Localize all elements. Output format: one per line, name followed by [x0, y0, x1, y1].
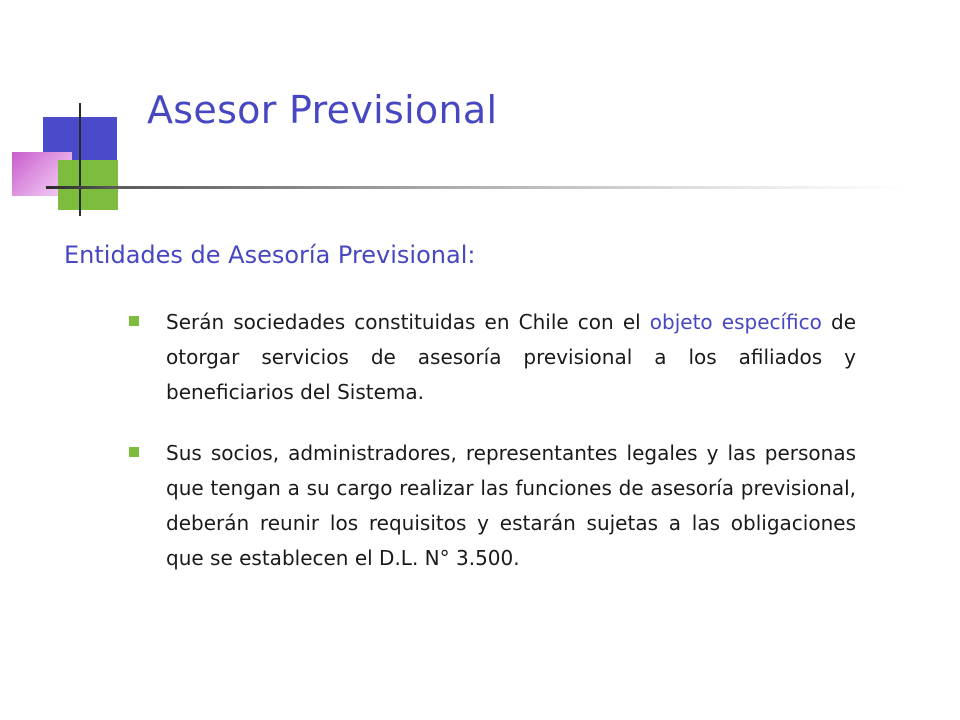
square-bullet-icon: [129, 447, 139, 457]
bullet-text-before: Serán sociedades constituidas en Chile con el: [166, 310, 650, 334]
slide-subtitle: Entidades de Asesoría Previsional:: [64, 241, 476, 269]
bullet-highlight: objeto específico: [649, 310, 822, 334]
title-underline-rule: [46, 186, 906, 189]
bullet-text-after: de otorgar servicios de asesoría previsional a los afiliados y beneficiarios del Sistema.: [166, 310, 856, 404]
vertical-rule: [79, 103, 81, 216]
bullet-item: [129, 305, 856, 410]
bullet-item: [129, 436, 856, 576]
green-square-decoration: [58, 160, 118, 210]
bullet-text: Sus socios, administradores, representantes legales y las personas que tengan a su cargo realizar las funciones de asesoría previsional, deberán reunir los requisitos y estarán sujetas a las obligaciones que se establecen el D.L. N° 3.500.: [166, 441, 856, 570]
square-bullet-icon: [129, 316, 139, 326]
bullet-list: [129, 305, 856, 576]
slide-title: Asesor Previsional: [147, 88, 498, 132]
